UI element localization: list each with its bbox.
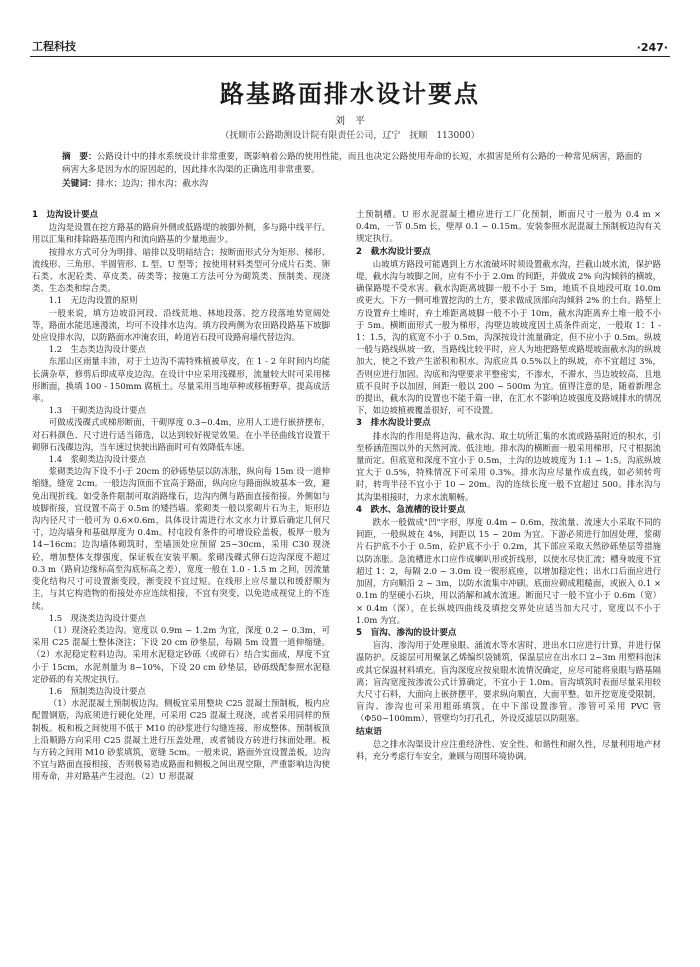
paragraph: 土预制槽。U 形水泥混凝土槽应进行工厂化预制，断面尺寸一般为 0.4 m × 0.4m，一节 0.5m 长，壁厚 0.1 ~ 0.15m。安装参照水泥混凝土预制板边沟有关规定执行。 xyxy=(356,209,661,244)
left-column xyxy=(32,208,330,783)
running-header xyxy=(32,38,668,54)
section-heading: 5 盲沟、渗沟的设计要点 xyxy=(356,627,457,638)
subsection-heading: 1.3 干砌类边沟设计要点 xyxy=(48,405,146,416)
paragraph: 总之排水沟渠设计应注重经济性、安全性、和谐性和耐久性，尽量利用地产材料，充分考虑行车安全，兼顾与周围环境协调。 xyxy=(356,738,661,761)
paragraph: 一般来说，填方边坡沿河段、沿线荒地、林地段落、挖方段落地势宽阔处等，路面水能迅速漫流，均可不设排水边沟。填方段两侧为农田路段路基下坡脚处应设排水沟，以防路面水冲淹农田，岭道岩石段可设路肩墙代替边沟。 xyxy=(32,307,330,343)
paragraph: （1）水泥混凝土预制板边沟。侧板宜采用整块 C25 混凝土预制板，板内应配置钢筋，沟底须进行硬化处理，可采用 C25 混凝土现浇，或者采用同样的预制板。板和板之间使用不低于 M10 的砂浆进行勾缝连接，形成整体。预制板顶上沿顺路方向采用 C25 混凝土进行压盖处理，或者铺设方砖进行抹面处理。板与方砖之间用 M10 砂浆填筑，宽缝 5cm。一般来说，路面外宜设置盖板，边沟不宜与路面直接相接，否则极易造成路面和侧板之间出现空隙，严重影响边沟使用寿命，并对路基产生浸泡。（2）U 形混凝 xyxy=(32,698,330,782)
paper-title: 路基路面排水设计要点 xyxy=(220,80,480,108)
affiliation: （抚顺市公路勘测设计院有限责任公司，辽宁 抚顺 113000） xyxy=(220,131,480,141)
paragraph: 按排水方式可分为明排、暗排以及明暗结合；按断面形式分为矩形、梯形、流线形、三角形、半圆管形、L 型、U 型等；按使用材料类型可分成片石类、卵石类、水泥砼类、草皮类、砖类等；按施工方法可分为砌筑类、预制类、现浇类、生态类和综合类。 xyxy=(32,246,330,294)
keywords-label: 关键词： xyxy=(62,179,97,189)
subsection-heading: 1.2 生态类边沟设计要点 xyxy=(48,344,146,355)
abstract-text: 公路设计中的排水系统设计非常重要，既影响着公路的使用性能，而且也决定公路使用寿命的长短，水损害是所有公路的一种常见病害，路面的病害大多是因为水的原因起的，因此排水沟渠的正确选用非常重要。 xyxy=(62,152,642,175)
paragraph: 盲沟、渗沟用于处理泉眼、涌流水等水害时，进出水口应进行计算，并进行保温防护。反滤层可用聚氯乙烯编织袋铺筑，保温层应在出水口 2~3m 用塑料泡沫或其它保温材料填充。盲沟深度应按泉眼水流情况确定，应尽可能将泉眼与路基隔离；盲沟宽度按渗流公式计算确定，不宜小于 1.0m。盲沟填筑时表面尽量采用较大尺寸石料，大面向上嵌挤摆平，要求纵向顺直，大面平整。如开挖宽度受限制，盲沟、渗沟也可采用粗砾填筑，在中下部设置渗管。渗管可采用 PVC 管（Φ50~100mm），管壁均匀打孔孔，外设反滤层以防阻塞。 xyxy=(356,640,661,724)
section-heading: 1 边沟设计要点 xyxy=(32,210,99,220)
paragraph: 排水沟的作用是将边沟、截水沟、取土坑所汇集的水流或路基附近的积水，引至桥涵范围以外的天然河流、低洼地。排水沟的横断面一般采用梯形，尺寸根据流量而定。但底宽和深度不宜小于 0.5m，土沟的边坡坡度为 1:1 ~ 1:5。沟底纵坡宜大于 0.5%，特殊情况下可采用 0.3%。排水沟应尽量作成直线，如必须转弯时，转弯半径不宜小于 10 ~ 20m。沟的连续长度一般不宜超过 500。排水沟与其沟渠相接时，力求水流顺畅。 xyxy=(356,430,661,502)
right-column xyxy=(356,208,661,762)
paragraph: 可做成浅碟式或梯形断面，干砌厚度 0.3~0.4m，应用人工进行嵌挤摆布，对石料颜色、尺寸进行适当筛选，以达到较好视觉效果。在小半径曲线官设置干砌卵石浅碟边沟，当车速过快驶出路面时可有效降低车速。 xyxy=(32,417,330,452)
paragraph: 边沟是设置在挖方路基的路肩外侧或低路堤的坡脚外侧，多与路中线平行。用以汇集和排除路基范围内和流向路基的少量地面少。 xyxy=(32,222,330,245)
paragraph: （1）现浇砼类边沟。宽度以 0.9m ~ 1.2m 为宜，深度 0.2 ~ 0.3m，可采用 C25 混凝土整体浇注；下设 20 cm 砂垫层，每隔 5m 设置一道伸缩缝。（2）水泥稳定粒料边沟。采用水泥稳定砂砾（或碎石）结合实面成，厚度不宜小于 15cm，水泥剂量为 8~10%，下设 20 cm 砂垫层，砂砾级配参照水泥稳定砂砾的有关规定执行。 xyxy=(32,624,330,684)
paragraph: 东部山区雨量丰沛，对于土边沟不需特殊植被草皮，在 1 - 2 年时间内均能长满杂草，修剪后即成草皮边沟。在设计中应采用浅碟形，流量较大时可采用梯形断面，换填 100 - 150mm 腐植土。尽量采用当地草种或移植野草，提高成活率。 xyxy=(32,356,330,404)
abstract xyxy=(62,151,642,177)
paragraph: 浆砌类边沟下设不小于 20cm 的砂砾垫层以防冻胀，纵向每 15m 设一道伸缩缝，缝宽 2cm。一般边沟顶面不宜高于路面，纵向应与路面纵坡基本一致，避免出现折线。如受条件限制可取消路缘石，边沟内侧与路面直接衔接。外侧如与坡脚衔接，宜设置不高于 0.5m 的矮挡墙。浆砌类一般以浆砌片石为主，矩形边沟内径尺寸一般可为 0.6×0.6m，具体设计需进行水文水力计算后确定几何尺寸，边沟墙身和基础厚度为 0.4m。村屯段有条件的可增设砼盖板，板厚一般为 14~16cm；边沟墙体砌筑时，至墙顶处应预留 25~30cm，采用 C30 现浇砼，增加整体支撑强度，保证板在安装平顺。浆砌浅碟式卵石边沟深度不超过 0.3 m（路肩边缘标高至沟底标高之差），宽度一般在 1.0 - 1.5 m 之间，因流量变化结构尺寸可设置渐变段，渐变段不宜过短。在线形上应尽量以和缓舒顺为主，与其它构造物的衔接处亦应连续相接，不宜有突变，以免造成视觉上的不连续。 xyxy=(32,466,330,611)
abstract-label: 摘 要： xyxy=(62,152,97,162)
section-heading: 4 跌水、急流槽的设计要点 xyxy=(356,504,466,515)
subsection-heading: 1.5 现浇类边沟设计要点 xyxy=(48,612,146,623)
journal-name: 工程科技 xyxy=(32,40,76,53)
page-number: ·247· xyxy=(636,41,668,54)
paragraph: 山坡填方路段可能遇到上方水流破坏时须设置截水沟，拦截山坡水流，保护路堤。截水沟与坡脚之间，应有不小于 2.0m 的间距，并做成 2% 向沟倾斜的横坡，确保路堤不受水害。截水沟距离坡脚一般不小于 5m，地质不良地段可取 10.0m 或更大。下方一侧可堆置挖沟的土方，要求做成顶部向沟倾斜 2% 的土台。路堑上方设置弃土堆时，弃土堆距离坡脚一般不小于 10m，截水沟距离弃土堆一般不小于 5m。横断面形式一般为梯形，沟壁边坡坡度因土质条件而定，一般取 1：1 - 1：1.5，沟的底宽不小于 0.5m，沟深按设计流量确定，但不应小于 0.5m。纵坡一般与路线纵坡一致，当路线比较平时，应人为地把路堑或路堤坡面截水沟的纵坡加大，使之不致产生淤积和积水。沟底应具 0.5%以上的纵坡，亦不宜超过 3%，否则应进行加固。沟底和沟壁要求平整密实，不渗水，不滞水，当边坡较高，且地质不良时予以加固，间距一般以 200 ~ 500m 为宜。值得注意的是，随着新理念的提出，截水沟的设置也不能千篇一律，在汇水不影响边坡强度及路域排水的情况下，如边坡植被覆盖很好，可不设置。 xyxy=(356,258,661,416)
subsection-heading: 1.1 无边沟设置的原则 xyxy=(48,295,138,306)
subsection-heading: 1.6 预制类边沟设计要点 xyxy=(48,685,146,696)
header-rule xyxy=(30,56,670,57)
conclusion-heading: 结束语 xyxy=(356,726,382,737)
subsection-heading: 1.4 浆砌类边沟设计要点 xyxy=(48,454,146,465)
section-heading: 3 排水沟设计要点 xyxy=(356,418,431,429)
author: 刘 平 xyxy=(335,116,365,127)
paragraph: 跌水一般做成"凹"字形，厚度 0.4m ~ 0.6m，按流量、流速大小采取不同的间距，一般纵坡在 4%，间距以 15 ~ 20m 为宜。下游必须进行加固处理，浆砌片石护底不小于 0.5m，砼护底不小于 0.2m，其下部应采取天然砂砾垫层等措施以防冻胀。急流槽进水口应作成喇叭形或折线形，以使水尽快汇流；槽身坡度不宜超过 1：2，每隔 2.0 ~ 3.0m 设一锲形底座，以增加稳定性；出水口后面应进行加固，方向顺沿 2 ~ 3m，以防水流集中冲刷。底面应砌成粗糙面，或嵌入 0.1 × 0.1m 的坚硬小石块，用以消解和减水流速。断面尺寸一般不宜小于 0.6m（宽）× 0.4m（深），在长纵坡四曲线及填挖交界处应适当加大尺寸，宽度以不小于 1.0m 为宜。 xyxy=(356,517,661,625)
section-heading: 2 截水沟设计要点 xyxy=(356,246,431,257)
keywords-text: 排水；边沟；排水沟；截水沟 xyxy=(96,179,209,189)
keywords xyxy=(62,178,642,191)
